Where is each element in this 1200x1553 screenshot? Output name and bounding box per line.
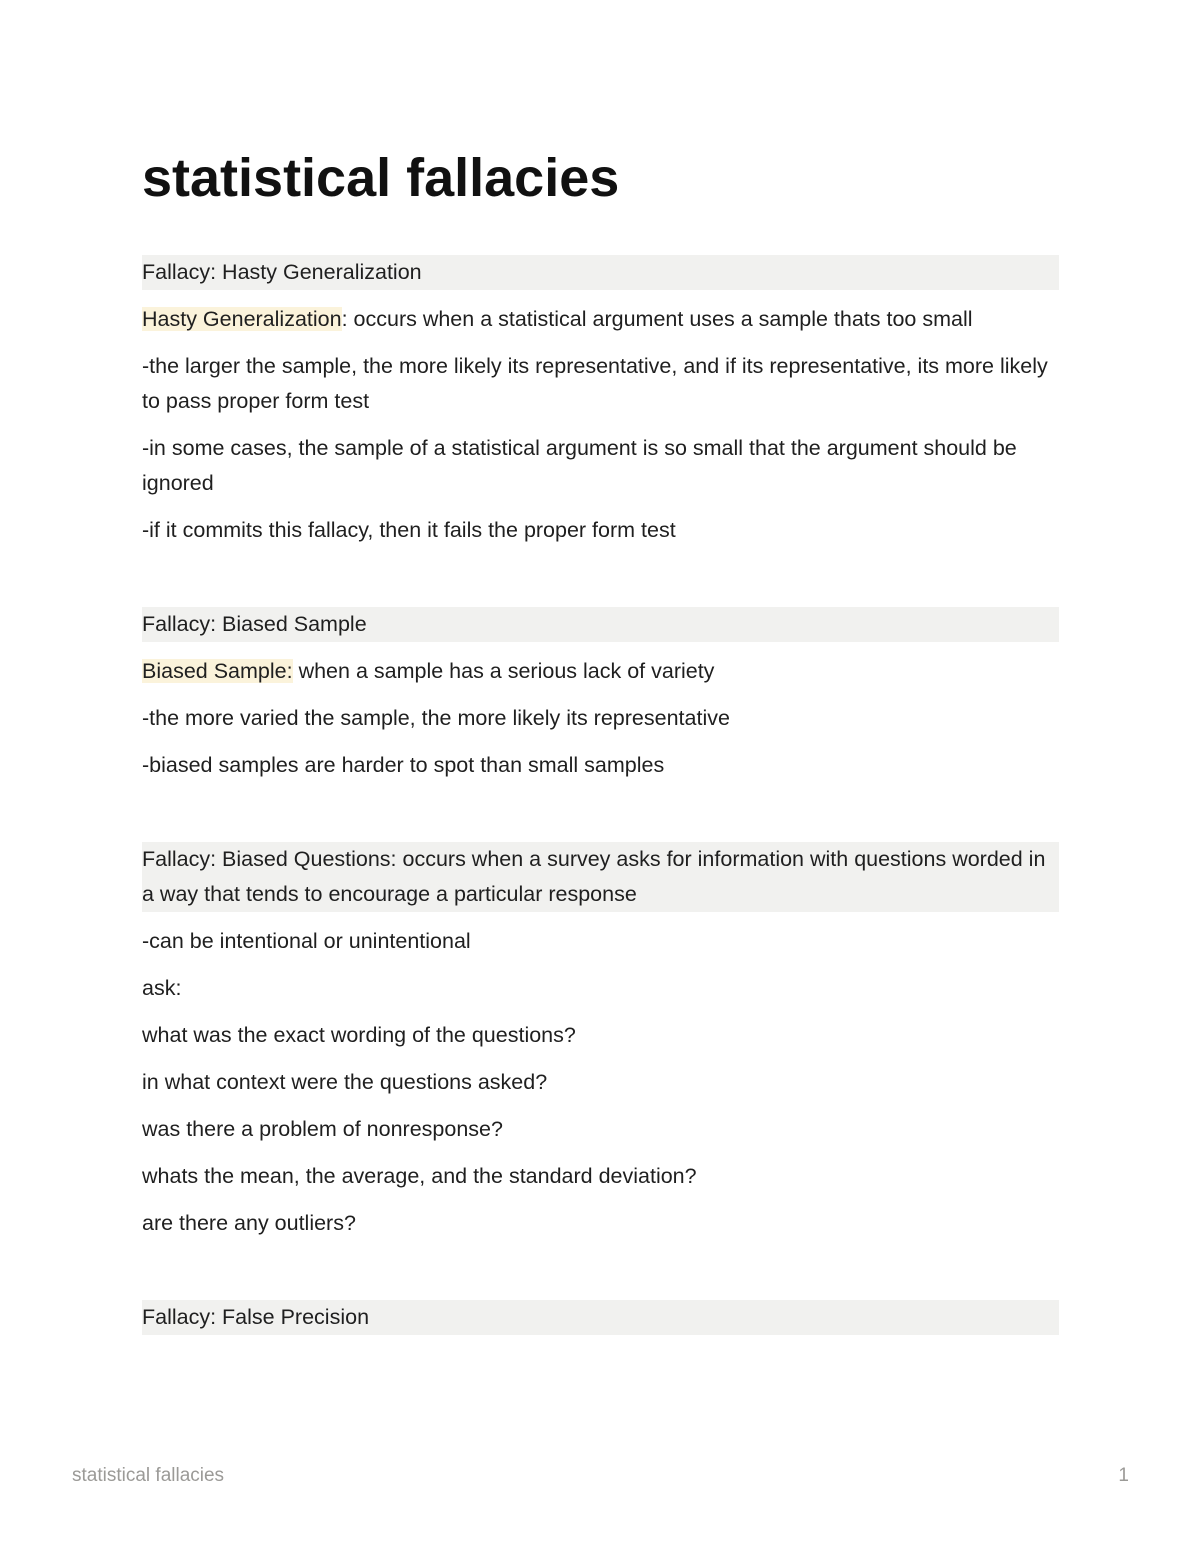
bullet-line: -can be intentional or unintentional bbox=[142, 929, 471, 953]
bullet-line: -if it commits this fallacy, then it fails the proper form test bbox=[142, 518, 676, 542]
section-heading-hasty-generalization: Fallacy: Hasty Generalization bbox=[142, 255, 1059, 290]
list-line: ask: bbox=[142, 976, 182, 1000]
footer-document-title: statistical fallacies bbox=[72, 1465, 225, 1486]
bullet-line: -the larger the sample, the more likely its representative, and if its representative, its more likely to pass proper form test bbox=[142, 354, 1048, 413]
section-heading-false-precision: Fallacy: False Precision bbox=[142, 1300, 1059, 1335]
definition-text: when a sample has a serious lack of variety bbox=[292, 659, 715, 683]
section-heading-biased-questions: Fallacy: Biased Questions: occurs when a survey asks for information with questions worded in a way that tends to encourage a particular response bbox=[142, 842, 1059, 912]
bullet-line: -in some cases, the sample of a statistical argument is so small that the argument should be ignored bbox=[142, 436, 1017, 495]
highlighted-term: Hasty Generalization bbox=[142, 307, 342, 331]
definition-biased-sample bbox=[142, 654, 1059, 689]
list-line: whats the mean, the average, and the standard deviation? bbox=[142, 1164, 697, 1188]
section-heading-biased-sample: Fallacy: Biased Sample bbox=[142, 607, 1059, 642]
highlighted-term: Biased Sample: bbox=[142, 659, 293, 683]
bullet-line: -biased samples are harder to spot than small samples bbox=[142, 753, 665, 777]
footer-page-number: 1 bbox=[1118, 1465, 1129, 1486]
page-title: statistical fallacies bbox=[142, 148, 620, 208]
list-line: are there any outliers? bbox=[142, 1211, 356, 1235]
list-line: was there a problem of nonresponse? bbox=[142, 1117, 503, 1141]
list-line: in what context were the questions asked? bbox=[142, 1070, 548, 1094]
definition-text: : occurs when a statistical argument uses a sample thats too small bbox=[341, 307, 973, 331]
list-line: what was the exact wording of the questions? bbox=[142, 1023, 576, 1047]
definition-hasty-generalization bbox=[142, 302, 1059, 337]
document-body bbox=[142, 255, 1059, 1335]
bullet-line: -the more varied the sample, the more likely its representative bbox=[142, 706, 730, 730]
